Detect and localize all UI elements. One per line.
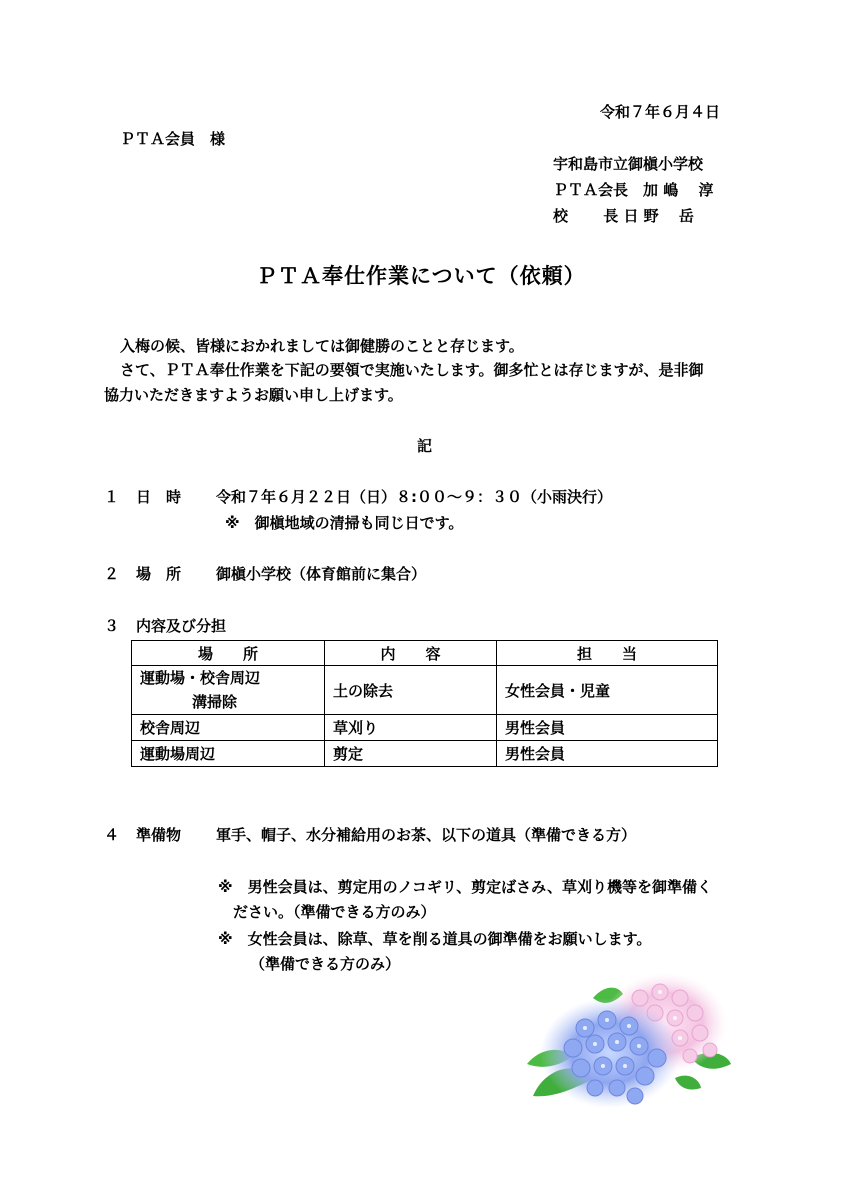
page-title: ＰＴＡ奉仕作業について（依頼） <box>256 264 586 288</box>
row-1-place-line2: 溝掃除 <box>192 693 238 711</box>
sender-school: 宇和島市立御槇小学校 <box>553 155 704 173</box>
table-row <box>132 715 718 741</box>
row-1-assignee: 女性会員・児童 <box>497 666 718 715</box>
row-1-place <box>132 666 325 715</box>
item-4-label: 準備物 <box>136 826 182 844</box>
duty-table <box>131 640 718 767</box>
body-line-2: さて、ＰＴＡ奉仕作業を下記の要領で実施いたします。御多忙とは存じますが、是非御 <box>120 361 704 379</box>
item-3-number: ３ <box>104 617 120 635</box>
item-4-number: ４ <box>104 826 120 844</box>
hydrangea-illustration <box>515 968 745 1118</box>
row-1-place-line1: 運動場・校舎周辺 <box>140 669 261 687</box>
item-2-value: 御槇小学校（体育館前に集合） <box>216 565 427 583</box>
addressee: ＰＴＡ会員 様 <box>120 130 226 148</box>
sender-pta-president: ＰＴＡ会長 加 嶋 淳 <box>553 181 714 199</box>
table-row <box>132 741 718 767</box>
row-3-assignee: 男性会員 <box>497 741 718 767</box>
row-2-task: 草刈り <box>325 715 497 741</box>
sender-principal: 校 長 日 野 岳 <box>553 207 694 225</box>
item-4-note-1-line-1: ※ 男性会員は、剪定用のノコギリ、剪定ばさみ、草刈り機等を御準備く <box>218 878 712 896</box>
row-3-place: 運動場周辺 <box>132 741 325 767</box>
row-2-place: 校舎周辺 <box>132 715 325 741</box>
table-header-row <box>132 641 718 666</box>
row-1-task: 土の除去 <box>325 666 497 715</box>
row-3-task: 剪定 <box>325 741 497 767</box>
body-line-1: 入梅の候、皆様におかれましては御健勝のことと存じます。 <box>120 337 524 355</box>
header-place: 場 所 <box>132 641 325 666</box>
item-4-note-2-line-1: ※ 女性会員は、除草、草を削る道具の御準備をお願いします。 <box>218 930 652 948</box>
header-assignee: 担 当 <box>497 641 718 666</box>
item-1-note: ※ 御槇地域の清掃も同じ日です。 <box>225 514 464 532</box>
ki-heading: 記 <box>417 437 433 455</box>
header-task: 内 容 <box>325 641 497 666</box>
row-2-assignee: 男性会員 <box>497 715 718 741</box>
body-line-3: 協力いただきますようお願い申し上げます。 <box>104 386 403 404</box>
leaf-icon <box>675 1076 701 1090</box>
document-date: 令和７年６月４日 <box>600 103 721 121</box>
item-4-value: 軍手、帽子、水分補給用のお茶、以下の道具（準備できる方） <box>216 826 637 844</box>
item-3-label: 内容及び分担 <box>136 617 227 635</box>
item-4-note-1-line-2: ださい。（準備できる方のみ） <box>233 903 436 921</box>
item-2-number: ２ <box>104 565 120 583</box>
item-2-label: 場 所 <box>136 565 182 583</box>
item-1-value: 令和７年６月２２日（日）８:００～９：３０（小雨決行） <box>216 488 613 506</box>
item-1-number: １ <box>104 488 120 506</box>
item-4-note-2-line-2: （準備できる方のみ） <box>250 955 401 973</box>
item-1-label: 日 時 <box>136 488 182 506</box>
table-row <box>132 666 718 715</box>
